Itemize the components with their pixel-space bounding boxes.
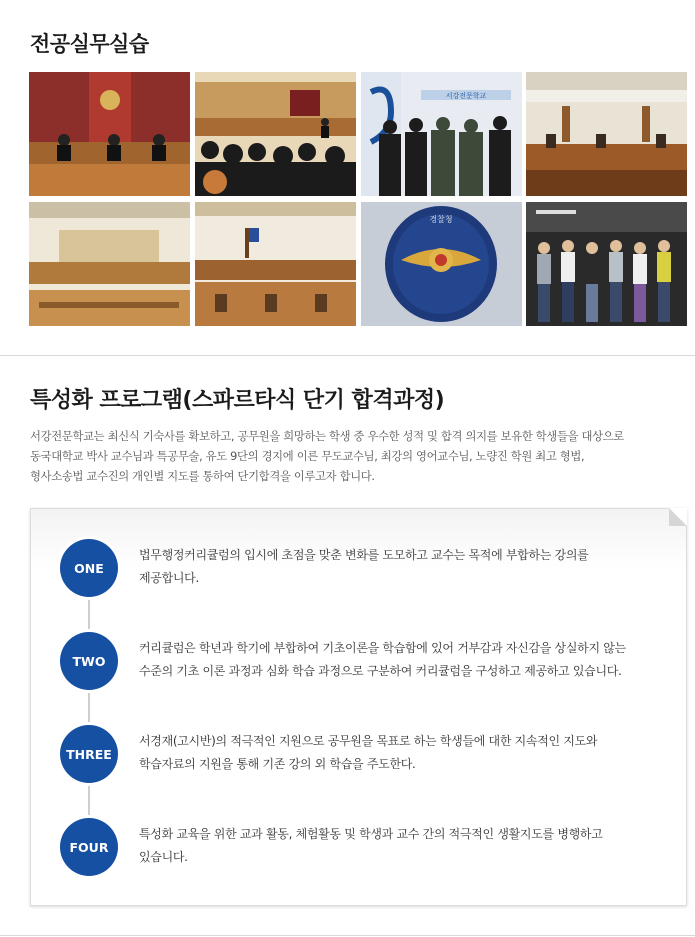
step-description bbox=[139, 730, 669, 776]
timeline-line bbox=[88, 569, 90, 849]
step-three bbox=[31, 725, 688, 795]
student-group-photo bbox=[526, 202, 687, 326]
step-badge: ONE bbox=[60, 539, 118, 597]
intro-line: 동국대학교 박사 교수님과 특공무술, 유도 9단의 경지에 이른 무도교수님, 최강의 영어교수님, 노량진 학원 최고 형법, bbox=[30, 450, 585, 463]
step-line: 수준의 기초 이론 과정과 심화 학습 과정으로 구분하여 커리큘럼을 구성하고 제공하고 있습니다. bbox=[139, 664, 622, 678]
police-emblem-photo bbox=[361, 202, 522, 326]
step-four bbox=[31, 818, 688, 888]
courtroom-wide-photo bbox=[195, 202, 356, 326]
section-title-practice: 전공실무실습 bbox=[30, 32, 149, 56]
section-divider bbox=[0, 355, 695, 356]
step-description bbox=[139, 544, 669, 590]
step-line: 커리큘럼은 학년과 학기에 부합하여 기초이론을 학습함에 있어 거부감과 자신감을 상실하지 않는 bbox=[139, 641, 626, 655]
bottom-divider bbox=[0, 935, 695, 936]
sign-text: 서강전문학교 bbox=[445, 92, 487, 100]
intro-line: 형사소송법 교수진의 개인별 지도를 통하여 단기합격을 이루고자 합니다. bbox=[30, 470, 375, 483]
step-line: 서경재(고시반)의 적극적인 지원으로 공무원을 목표로 하는 학생들에 대한 지속적인 지도와 bbox=[139, 734, 598, 748]
empty-courtroom-photo bbox=[526, 72, 687, 196]
mock-trial-audience-photo bbox=[195, 72, 356, 196]
step-description bbox=[139, 823, 669, 869]
step-badge: TWO bbox=[60, 632, 118, 690]
step-line: 법무행정커리큘럼의 입시에 초점을 맞춘 변화를 도모하고 교수는 목적에 부합하는 강의를 bbox=[139, 548, 589, 562]
step-line: 학습자료의 지원을 통해 기존 강의 외 학습을 주도한다. bbox=[139, 757, 416, 771]
step-line: 있습니다. bbox=[139, 850, 188, 864]
intro-line: 서강전문학교는 최신식 기숙사를 확보하고, 공무원을 희망하는 학생 중 우수한 성적 및 합격 의지를 보유한 학생들을 대상으로 bbox=[30, 430, 624, 443]
step-line: 특성화 교육을 위한 교과 활동, 체험활동 및 학생과 교수 간의 적극적인 생활지도를 병행하고 bbox=[139, 827, 603, 841]
step-badge: THREE bbox=[60, 725, 118, 783]
photo-gallery bbox=[29, 72, 689, 327]
step-one bbox=[31, 539, 688, 609]
step-description bbox=[139, 637, 669, 683]
courtroom-bench-photo bbox=[29, 72, 190, 196]
section-title-program: 특성화 프로그램(스파르타식 단기 합격과정) bbox=[30, 388, 445, 413]
courtroom-interior-photo bbox=[29, 202, 190, 326]
step-line: 제공합니다. bbox=[139, 571, 199, 585]
step-badge: FOUR bbox=[60, 818, 118, 876]
step-two bbox=[31, 632, 688, 702]
folded-corner bbox=[669, 508, 687, 526]
program-intro bbox=[30, 427, 670, 487]
program-steps-card bbox=[30, 508, 687, 906]
sign-text: 경찰청 bbox=[429, 215, 453, 224]
group-uniform-photo bbox=[361, 72, 522, 196]
